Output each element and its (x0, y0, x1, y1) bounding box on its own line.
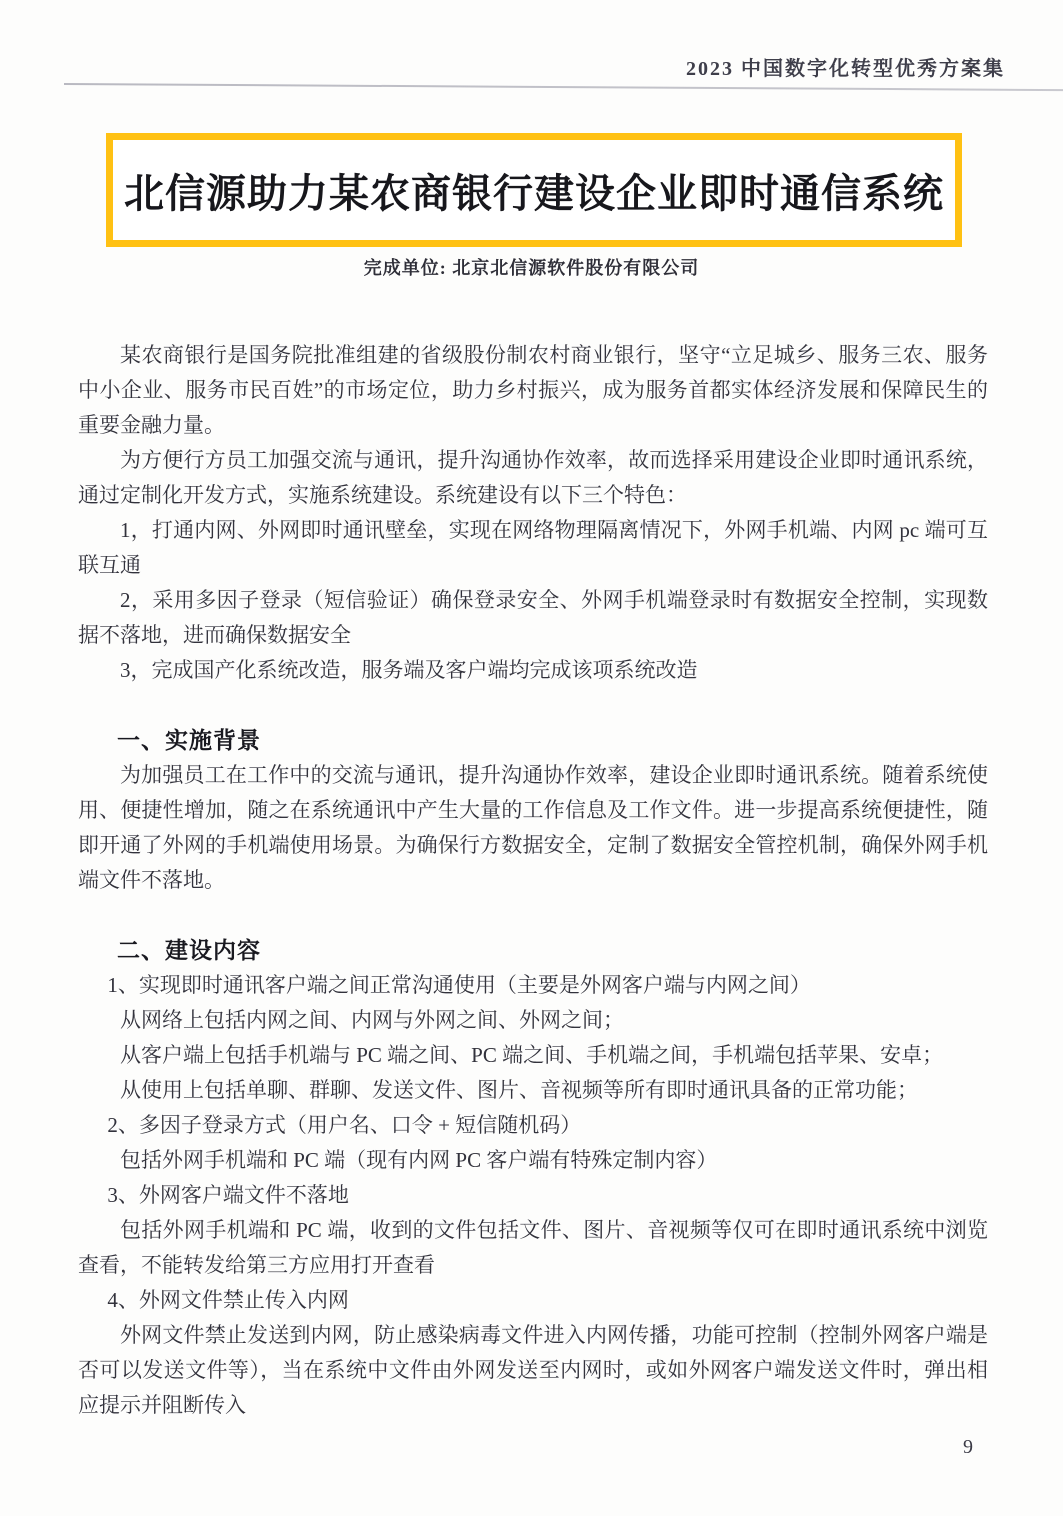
article-title: 北信源助力某农商银行建设企业即时通信系统 (124, 170, 944, 216)
paragraph-item-1: 1、实现即时通讯客户端之间正常沟通使用（主要是外网客户端与内网之间） (107, 973, 811, 997)
paragraph-feature-3: 3，完成国产化系统改造，服务端及客户端均完成该项系统改造 (120, 658, 698, 682)
paragraph-item-1-detail-usage: 从使用上包括单聊、群聊、发送文件、图片、音视频等所有即时通讯具备的正常功能； (120, 1078, 918, 1102)
paragraph-feature-1: 1，打通内网、外网即时通讯壁垒，实现在网络物理隔离情况下，外网手机端、内网 pc 端可互联互通 (78, 518, 988, 577)
section-heading-construction: 二、建设内容 (117, 937, 261, 963)
paragraph-background: 为加强员工在工作中的交流与通讯，提升沟通协作效率，建设企业即时通讯系统。随着系统使用、便捷性增加，随之在系统通讯中产生大量的工作信息及工作文件。进一步提高系统便捷性，随即开通了外网的手机端使用场景。为确保行方数据安全，定制了数据安全管控机制，确保外网手机端文件不落地。 (78, 763, 988, 892)
paragraph-item-3: 3、外网客户端文件不落地 (107, 1183, 349, 1207)
paragraph-intro-1: 某农商银行是国务院批准组建的省级股份制农村商业银行，坚守“立足城乡、服务三农、服务中小企业、服务市民百姓”的市场定位，助力乡村振兴，成为服务首都实体经济发展和保障民生的重要金融力量。 (78, 343, 988, 437)
document-body (78, 338, 988, 1423)
paragraph-feature-2: 2，采用多因子登录（短信验证）确保登录安全、外网手机端登录时有数据安全控制，实现数据不落地，进而确保数据安全 (78, 588, 988, 647)
paragraph-intro-2: 为方便行方员工加强交流与通讯，提升沟通协作效率，故而选择采用建设企业即时通讯系统，通过定制化开发方式，实施系统建设。系统建设有以下三个特色： (78, 448, 988, 507)
collection-title: 2023 中国数字化转型优秀方案集 (686, 58, 1005, 80)
section-heading-background: 一、实施背景 (117, 727, 261, 753)
byline: 完成单位: 北京北信源软件股份有限公司 (363, 258, 700, 278)
page-number: 9 (963, 1436, 973, 1458)
paragraph-item-1-detail-network: 从网络上包括内网之间、内网与外网之间、外网之间； (120, 1008, 624, 1032)
header-divider (64, 83, 1063, 91)
paragraph-item-2-detail: 包括外网手机端和 PC 端（现有内网 PC 客户端有特殊定制内容） (120, 1148, 718, 1172)
article-title-highlight-box (106, 133, 962, 247)
paragraph-item-3-detail: 包括外网手机端和 PC 端，收到的文件包括文件、图片、音视频等仅可在即时通讯系统中浏览查看，不能转发给第三方应用打开查看 (78, 1218, 988, 1277)
paragraph-item-2: 2、多因子登录方式（用户名、口令 + 短信随机码） (107, 1113, 582, 1137)
paragraph-item-1-detail-client: 从客户端上包括手机端与 PC 端之间、PC 端之间、手机端之间，手机端包括苹果、安卓； (120, 1043, 944, 1067)
paragraph-item-4: 4、外网文件禁止传入内网 (107, 1288, 349, 1312)
paragraph-item-4-detail: 外网文件禁止发送到内网，防止感染病毒文件进入内网传播，功能可控制（控制外网客户端是否可以发送文件等），当在系统中文件由外网发送至内网时，或如外网客户端发送文件时，弹出相应提示并阻断传入 (78, 1323, 988, 1417)
